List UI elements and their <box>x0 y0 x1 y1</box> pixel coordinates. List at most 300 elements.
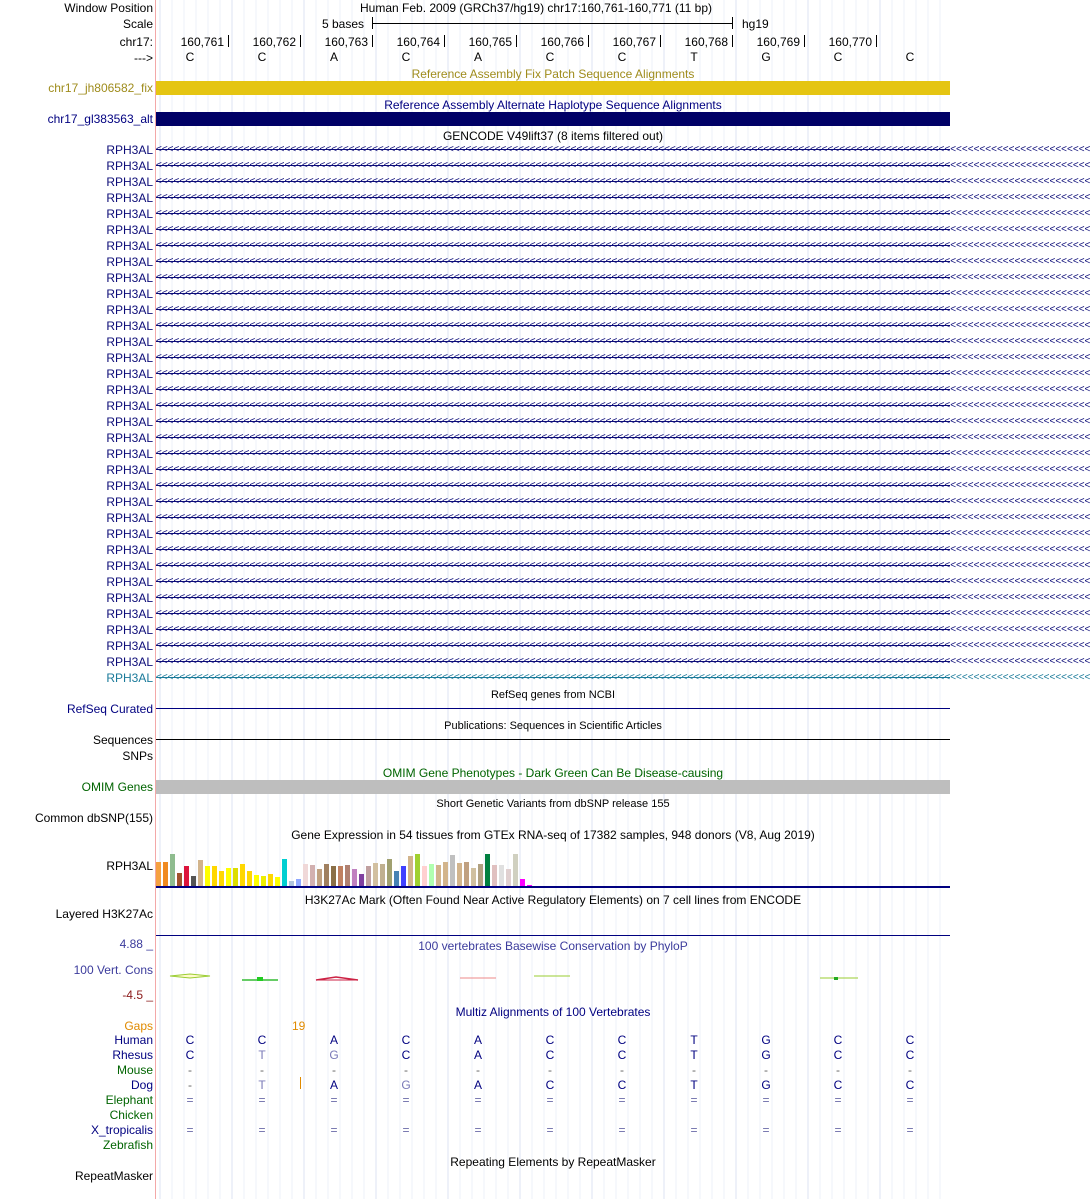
phylop-mark-2 <box>170 974 210 978</box>
reference-base: A <box>473 50 482 64</box>
fix-patch-label[interactable]: chr17_jh806582_fix <box>48 81 153 95</box>
gencode-gene-label[interactable]: RPH3AL <box>106 495 153 509</box>
ruler-position-label: 160,770 <box>828 35 872 49</box>
strand-direction-arrows: <<<<<<<<<<<<<<<<<<<<<<<<<<<<<<<<<<<<<<<<<<<<<<<<<<<<<<<<<<<<<<<<<<<<<<<<<<<<<<<<<<<<<<<<<<<<<<<<<<<<<<<<<<<<<<<<<<<<<<<<<<<<<<<<<<<<<<<<<<<<<<<<<<<<<<<<<<<<<<<< <box>156 272 1090 283</box>
alt-haplotype-label[interactable]: chr17_gl383563_alt <box>47 112 153 126</box>
ruler-position-label: 160,766 <box>540 35 584 49</box>
gtex-tissue-bar[interactable] <box>422 866 427 886</box>
gtex-tissue-bar[interactable] <box>450 855 455 886</box>
gencode-gene-label[interactable]: RPH3AL <box>106 655 153 669</box>
gencode-gene-label[interactable]: RPH3AL <box>106 559 153 573</box>
reference-base: T <box>690 50 698 64</box>
fix-patch-alignment-bar[interactable] <box>156 81 950 95</box>
gencode-gene-label[interactable]: RPH3AL <box>106 639 153 653</box>
strand-direction-arrows: <<<<<<<<<<<<<<<<<<<<<<<<<<<<<<<<<<<<<<<<<<<<<<<<<<<<<<<<<<<<<<<<<<<<<<<<<<<<<<<<<<<<<<<<<<<<<<<<<<<<<<<<<<<<<<<<<<<<<<<<<<<<<<<<<<<<<<<<<<<<<<<<<<<<<<<<<<<<<<<< <box>156 336 1090 347</box>
gtex-tissue-bar[interactable] <box>436 865 441 886</box>
gencode-gene-label[interactable]: RPH3AL <box>106 415 153 429</box>
strand-direction-arrows: <<<<<<<<<<<<<<<<<<<<<<<<<<<<<<<<<<<<<<<<<<<<<<<<<<<<<<<<<<<<<<<<<<<<<<<<<<<<<<<<<<<<<<<<<<<<<<<<<<<<<<<<<<<<<<<<<<<<<<<<<<<<<<<<<<<<<<<<<<<<<<<<<<<<<<<<<<<<<<<< <box>156 224 1090 235</box>
chrom-label: chr17: <box>119 35 153 49</box>
gencode-gene-model[interactable] <box>156 462 1090 478</box>
aligned-base: G <box>401 1078 411 1092</box>
aligned-base: = <box>186 1123 194 1137</box>
gtex-tissue-bar[interactable] <box>198 860 203 886</box>
strand-direction-arrows: <<<<<<<<<<<<<<<<<<<<<<<<<<<<<<<<<<<<<<<<<<<<<<<<<<<<<<<<<<<<<<<<<<<<<<<<<<<<<<<<<<<<<<<<<<<<<<<<<<<<<<<<<<<<<<<<<<<<<<<<<<<<<<<<<<<<<<<<<<<<<<<<<<<<<<<<<<<<<<<< <box>156 384 1090 395</box>
aligned-base: = <box>546 1123 554 1137</box>
refseq-title: RefSeq genes from NCBI <box>490 689 616 701</box>
gtex-tissue-bar[interactable] <box>520 879 525 886</box>
ruler-position-label: 160,764 <box>396 35 440 49</box>
strand-direction-arrows: <<<<<<<<<<<<<<<<<<<<<<<<<<<<<<<<<<<<<<<<<<<<<<<<<<<<<<<<<<<<<<<<<<<<<<<<<<<<<<<<<<<<<<<<<<<<<<<<<<<<<<<<<<<<<<<<<<<<<<<<<<<<<<<<<<<<<<<<<<<<<<<<<<<<<<<<<<<<<<<< <box>156 608 1090 619</box>
aligned-base: - <box>332 1063 336 1077</box>
aligned-base: C <box>617 1033 627 1047</box>
omim-phenotype-bar[interactable] <box>156 780 950 794</box>
ruler-tick <box>732 35 733 47</box>
dog-insertion-marker <box>300 1077 301 1089</box>
aligned-base: G <box>761 1033 771 1047</box>
gtex-tissue-bar[interactable] <box>163 862 168 886</box>
strand-direction-arrows: <<<<<<<<<<<<<<<<<<<<<<<<<<<<<<<<<<<<<<<<<<<<<<<<<<<<<<<<<<<<<<<<<<<<<<<<<<<<<<<<<<<<<<<<<<<<<<<<<<<<<<<<<<<<<<<<<<<<<<<<<<<<<<<<<<<<<<<<<<<<<<<<<<<<<<<<<<<<<<<< <box>156 240 1090 251</box>
aligned-base: = <box>762 1123 770 1137</box>
gencode-gene-model[interactable] <box>156 654 1090 670</box>
reference-base: A <box>329 50 338 64</box>
strand-direction-arrows: <<<<<<<<<<<<<<<<<<<<<<<<<<<<<<<<<<<<<<<<<<<<<<<<<<<<<<<<<<<<<<<<<<<<<<<<<<<<<<<<<<<<<<<<<<<<<<<<<<<<<<<<<<<<<<<<<<<<<<<<<<<<<<<<<<<<<<<<<<<<<<<<<<<<<<<<<<<<<<<< <box>156 480 1090 491</box>
strand-direction-arrows: <<<<<<<<<<<<<<<<<<<<<<<<<<<<<<<<<<<<<<<<<<<<<<<<<<<<<<<<<<<<<<<<<<<<<<<<<<<<<<<<<<<<<<<<<<<<<<<<<<<<<<<<<<<<<<<<<<<<<<<<<<<<<<<<<<<<<<<<<<<<<<<<<<<<<<<<<<<<<<<< <box>156 624 1090 635</box>
aligned-base: - <box>188 1078 192 1092</box>
ruler-tick <box>588 35 589 47</box>
gtex-tissue-bar[interactable] <box>471 868 476 886</box>
gencode-gene-label[interactable]: RPH3AL <box>106 447 153 461</box>
gtex-tissue-bar[interactable] <box>282 859 287 886</box>
aligned-base: T <box>690 1078 698 1092</box>
gtex-tissue-bar[interactable] <box>352 869 357 886</box>
aligned-base: - <box>620 1063 624 1077</box>
ruler-position-label: 160,767 <box>612 35 656 49</box>
gtex-tissue-bar[interactable] <box>401 866 406 886</box>
gencode-gene-label[interactable]: RPH3AL <box>106 239 153 253</box>
gtex-tissue-bar[interactable] <box>331 866 336 886</box>
aligned-base: A <box>329 1078 338 1092</box>
scale-bar-right-tick <box>732 17 733 29</box>
aligned-base: = <box>402 1123 410 1137</box>
gencode-gene-model[interactable] <box>156 222 1090 238</box>
db-label: hg19 <box>742 17 769 31</box>
aligned-base: C <box>545 1078 555 1092</box>
phylop-conservation-plot[interactable] <box>156 968 950 988</box>
aligned-base: A <box>473 1048 482 1062</box>
strand-label: ---> <box>134 51 153 65</box>
alt-haplotype-title: Reference Assembly Alternate Haplotype Sequence Alignments <box>384 98 722 112</box>
gencode-gene-label[interactable]: RPH3AL <box>106 351 153 365</box>
aligned-base: C <box>833 1033 843 1047</box>
aligned-base: - <box>836 1063 840 1077</box>
gencode-title: GENCODE V49lift37 (8 items filtered out) <box>442 129 664 143</box>
gencode-gene-label[interactable]: RPH3AL <box>106 543 153 557</box>
aligned-base: C <box>185 1033 195 1047</box>
aligned-base: = <box>618 1123 626 1137</box>
gencode-gene-model[interactable] <box>156 350 1090 366</box>
strand-direction-arrows: <<<<<<<<<<<<<<<<<<<<<<<<<<<<<<<<<<<<<<<<<<<<<<<<<<<<<<<<<<<<<<<<<<<<<<<<<<<<<<<<<<<<<<<<<<<<<<<<<<<<<<<<<<<<<<<<<<<<<<<<<<<<<<<<<<<<<<<<<<<<<<<<<<<<<<<<<<<<<<<< <box>156 320 1090 331</box>
strand-direction-arrows: <<<<<<<<<<<<<<<<<<<<<<<<<<<<<<<<<<<<<<<<<<<<<<<<<<<<<<<<<<<<<<<<<<<<<<<<<<<<<<<<<<<<<<<<<<<<<<<<<<<<<<<<<<<<<<<<<<<<<<<<<<<<<<<<<<<<<<<<<<<<<<<<<<<<<<<<<<<<<<<< <box>156 416 1090 427</box>
phylop-min-label: -4.5 _ <box>122 988 153 1002</box>
phylop-mark-4 <box>257 977 263 981</box>
snps-label[interactable]: SNPs <box>122 749 153 763</box>
fix-patch-title-text: Reference Assembly Fix Patch Sequence Alignments <box>411 67 695 81</box>
ruler-tick <box>300 35 301 47</box>
assembly-title: Human Feb. 2009 (GRCh37/hg19) chr17:160,761-160,771 (11 bp) <box>360 1 713 15</box>
gtex-tissue-bar[interactable] <box>317 869 322 886</box>
aligned-base: - <box>548 1063 552 1077</box>
aligned-base: - <box>404 1063 408 1077</box>
gencode-gene-model[interactable] <box>156 366 1090 382</box>
gencode-gene-label[interactable]: RPH3AL <box>106 607 153 621</box>
aligned-base: = <box>906 1093 914 1107</box>
aligned-base: T <box>258 1048 266 1062</box>
species-label[interactable]: Rhesus <box>112 1048 153 1062</box>
gencode-gene-label[interactable]: RPH3AL <box>106 287 153 301</box>
aligned-base: = <box>690 1093 698 1107</box>
strand-direction-arrows: <<<<<<<<<<<<<<<<<<<<<<<<<<<<<<<<<<<<<<<<<<<<<<<<<<<<<<<<<<<<<<<<<<<<<<<<<<<<<<<<<<<<<<<<<<<<<<<<<<<<<<<<<<<<<<<<<<<<<<<<<<<<<<<<<<<<<<<<<<<<<<<<<<<<<<<<<<<<<<<< <box>156 400 1090 411</box>
gencode-gene-model[interactable] <box>156 174 1090 190</box>
gtex-tissue-bar[interactable] <box>513 854 518 886</box>
aligned-base: = <box>474 1093 482 1107</box>
strand-direction-arrows: <<<<<<<<<<<<<<<<<<<<<<<<<<<<<<<<<<<<<<<<<<<<<<<<<<<<<<<<<<<<<<<<<<<<<<<<<<<<<<<<<<<<<<<<<<<<<<<<<<<<<<<<<<<<<<<<<<<<<<<<<<<<<<<<<<<<<<<<<<<<<<<<<<<<<<<<<<<<<<<< <box>156 304 1090 315</box>
gencode-gene-label[interactable]: RPH3AL <box>106 511 153 525</box>
ruler-tick <box>804 35 805 47</box>
gencode-gene-label[interactable]: RPH3AL <box>106 255 153 269</box>
ruler-position-label: 160,761 <box>180 35 224 49</box>
gencode-gene-model[interactable] <box>156 334 1090 350</box>
gencode-gene-label[interactable]: RPH3AL <box>106 335 153 349</box>
ruler-position-label: 160,762 <box>252 35 296 49</box>
aligned-base: - <box>188 1063 192 1077</box>
scale-label: Scale <box>122 17 153 31</box>
reference-base: C <box>185 50 195 64</box>
strand-direction-arrows: <<<<<<<<<<<<<<<<<<<<<<<<<<<<<<<<<<<<<<<<<<<<<<<<<<<<<<<<<<<<<<<<<<<<<<<<<<<<<<<<<<<<<<<<<<<<<<<<<<<<<<<<<<<<<<<<<<<<<<<<<<<<<<<<<<<<<<<<<<<<<<<<<<<<<<<<<<<<<<<< <box>156 672 1090 683</box>
gencode-gene-label[interactable]: RPH3AL <box>106 575 153 589</box>
gencode-gene-model[interactable] <box>156 590 1090 606</box>
gtex-label[interactable]: RPH3AL <box>106 859 153 873</box>
multiz-title: Multiz Alignments of 100 Vertebrates <box>455 1005 651 1019</box>
phylop-mark-10 <box>834 977 838 980</box>
reference-base: G <box>761 50 771 64</box>
gtex-tissue-bar[interactable] <box>296 879 301 886</box>
ruler-tick <box>444 35 445 47</box>
gtex-tissue-bar[interactable] <box>310 865 315 886</box>
gencode-gene-model[interactable] <box>156 254 1090 270</box>
aligned-base: = <box>330 1123 338 1137</box>
ruler-tick <box>228 35 229 47</box>
aligned-base: T <box>258 1078 266 1092</box>
gtex-tissue-bar[interactable] <box>156 862 161 886</box>
gencode-gene-model[interactable] <box>156 478 1090 494</box>
aligned-base: C <box>905 1078 915 1092</box>
publications-title: Publications: Sequences in Scientific Articles <box>444 720 662 732</box>
gtex-tissue-bar[interactable] <box>177 873 182 886</box>
aligned-base: = <box>546 1093 554 1107</box>
gencode-gene-label[interactable]: RPH3AL <box>106 223 153 237</box>
gencode-gene-label[interactable]: RPH3AL <box>106 271 153 285</box>
gencode-gene-model[interactable] <box>156 558 1090 574</box>
gencode-gene-model[interactable] <box>156 158 1090 174</box>
gtex-tissue-bar[interactable] <box>205 866 210 886</box>
gtex-tissue-bar[interactable] <box>233 868 238 886</box>
gencode-gene-model[interactable] <box>156 574 1090 590</box>
species-label[interactable]: Zebrafish <box>102 1138 153 1152</box>
strand-direction-arrows: <<<<<<<<<<<<<<<<<<<<<<<<<<<<<<<<<<<<<<<<<<<<<<<<<<<<<<<<<<<<<<<<<<<<<<<<<<<<<<<<<<<<<<<<<<<<<<<<<<<<<<<<<<<<<<<<<<<<<<<<<<<<<<<<<<<<<<<<<<<<<<<<<<<<<<<<<<<<<<<< <box>156 496 1090 507</box>
gaps-value: 19 <box>292 1019 306 1033</box>
aligned-base: G <box>761 1078 771 1092</box>
strand-direction-arrows: <<<<<<<<<<<<<<<<<<<<<<<<<<<<<<<<<<<<<<<<<<<<<<<<<<<<<<<<<<<<<<<<<<<<<<<<<<<<<<<<<<<<<<<<<<<<<<<<<<<<<<<<<<<<<<<<<<<<<<<<<<<<<<<<<<<<<<<<<<<<<<<<<<<<<<<<<<<<<<<< <box>156 352 1090 363</box>
gencode-gene-label[interactable]: RPH3AL <box>106 175 153 189</box>
aligned-base: C <box>833 1078 843 1092</box>
aligned-base: - <box>260 1063 264 1077</box>
aligned-base: = <box>258 1123 266 1137</box>
gencode-gene-label[interactable]: RPH3AL <box>106 303 153 317</box>
species-label[interactable]: Chicken <box>109 1108 153 1122</box>
reference-base: C <box>401 50 411 64</box>
gencode-gene-label[interactable]: RPH3AL <box>106 399 153 413</box>
gencode-gene-label[interactable]: RPH3AL <box>106 319 153 333</box>
gtex-tissue-bar[interactable] <box>387 859 392 886</box>
scale-bar <box>372 23 732 24</box>
ruler-tick <box>876 35 877 47</box>
strand-direction-arrows: <<<<<<<<<<<<<<<<<<<<<<<<<<<<<<<<<<<<<<<<<<<<<<<<<<<<<<<<<<<<<<<<<<<<<<<<<<<<<<<<<<<<<<<<<<<<<<<<<<<<<<<<<<<<<<<<<<<<<<<<<<<<<<<<<<<<<<<<<<<<<<<<<<<<<<<<<<<<<<<< <box>156 208 1090 219</box>
aligned-base: C <box>617 1048 627 1062</box>
strand-direction-arrows: <<<<<<<<<<<<<<<<<<<<<<<<<<<<<<<<<<<<<<<<<<<<<<<<<<<<<<<<<<<<<<<<<<<<<<<<<<<<<<<<<<<<<<<<<<<<<<<<<<<<<<<<<<<<<<<<<<<<<<<<<<<<<<<<<<<<<<<<<<<<<<<<<<<<<<<<<<<<<<<< <box>156 528 1090 539</box>
aligned-base: = <box>834 1123 842 1137</box>
gtex-tissue-bar[interactable] <box>429 864 434 886</box>
gtex-tissue-bar[interactable] <box>303 864 308 886</box>
gtex-tissue-bar[interactable] <box>373 863 378 886</box>
gtex-tissue-bar[interactable] <box>338 866 343 886</box>
aligned-base: C <box>905 1033 915 1047</box>
strand-direction-arrows: <<<<<<<<<<<<<<<<<<<<<<<<<<<<<<<<<<<<<<<<<<<<<<<<<<<<<<<<<<<<<<<<<<<<<<<<<<<<<<<<<<<<<<<<<<<<<<<<<<<<<<<<<<<<<<<<<<<<<<<<<<<<<<<<<<<<<<<<<<<<<<<<<<<<<<<<<<<<<<<< <box>156 448 1090 459</box>
aligned-base: A <box>473 1033 482 1047</box>
gencode-gene-label[interactable]: RPH3AL <box>106 207 153 221</box>
strand-direction-arrows: <<<<<<<<<<<<<<<<<<<<<<<<<<<<<<<<<<<<<<<<<<<<<<<<<<<<<<<<<<<<<<<<<<<<<<<<<<<<<<<<<<<<<<<<<<<<<<<<<<<<<<<<<<<<<<<<<<<<<<<<<<<<<<<<<<<<<<<<<<<<<<<<<<<<<<<<<<<<<<<< <box>156 464 1090 475</box>
strand-direction-arrows: <<<<<<<<<<<<<<<<<<<<<<<<<<<<<<<<<<<<<<<<<<<<<<<<<<<<<<<<<<<<<<<<<<<<<<<<<<<<<<<<<<<<<<<<<<<<<<<<<<<<<<<<<<<<<<<<<<<<<<<<<<<<<<<<<<<<<<<<<<<<<<<<<<<<<<<<<<<<<<<< <box>156 640 1090 651</box>
strand-direction-arrows: <<<<<<<<<<<<<<<<<<<<<<<<<<<<<<<<<<<<<<<<<<<<<<<<<<<<<<<<<<<<<<<<<<<<<<<<<<<<<<<<<<<<<<<<<<<<<<<<<<<<<<<<<<<<<<<<<<<<<<<<<<<<<<<<<<<<<<<<<<<<<<<<<<<<<<<<<<<<<<<< <box>156 560 1090 571</box>
gencode-gene-label[interactable]: RPH3AL <box>106 143 153 157</box>
gencode-gene-model[interactable] <box>156 430 1090 446</box>
ruler-tick <box>372 35 373 47</box>
strand-direction-arrows: <<<<<<<<<<<<<<<<<<<<<<<<<<<<<<<<<<<<<<<<<<<<<<<<<<<<<<<<<<<<<<<<<<<<<<<<<<<<<<<<<<<<<<<<<<<<<<<<<<<<<<<<<<<<<<<<<<<<<<<<<<<<<<<<<<<<<<<<<<<<<<<<<<<<<<<<<<<<<<<< <box>156 256 1090 267</box>
gencode-gene-label[interactable]: RPH3AL <box>106 159 153 173</box>
gtex-tissue-bar[interactable] <box>415 854 420 886</box>
gencode-gene-model[interactable] <box>156 670 1090 686</box>
gencode-gene-model[interactable] <box>156 606 1090 622</box>
aligned-base: - <box>476 1063 480 1077</box>
gtex-tissue-bar[interactable] <box>261 876 266 886</box>
window-position-label: Window Position <box>64 1 153 15</box>
aligned-base: = <box>186 1093 194 1107</box>
aligned-base: A <box>329 1033 338 1047</box>
reference-base: C <box>257 50 267 64</box>
gencode-gene-model[interactable] <box>156 190 1090 206</box>
dbsnp-label[interactable]: Common dbSNP(155) <box>34 811 153 825</box>
gencode-gene-model[interactable] <box>156 526 1090 542</box>
aligned-base: C <box>617 1078 627 1092</box>
gtex-tissue-bar[interactable] <box>380 864 385 886</box>
gtex-tissue-bar[interactable] <box>408 856 413 886</box>
repeatmasker-label[interactable]: RepeatMasker <box>74 1169 153 1183</box>
aligned-base: = <box>762 1093 770 1107</box>
species-label[interactable]: Mouse <box>116 1063 153 1077</box>
aligned-base: T <box>690 1048 698 1062</box>
gtex-tissue-bar[interactable] <box>268 874 273 886</box>
gtex-tissue-bar[interactable] <box>485 854 490 886</box>
gencode-gene-model[interactable] <box>156 206 1090 222</box>
refseq-label[interactable]: RefSeq Curated <box>66 702 153 716</box>
strand-direction-arrows: <<<<<<<<<<<<<<<<<<<<<<<<<<<<<<<<<<<<<<<<<<<<<<<<<<<<<<<<<<<<<<<<<<<<<<<<<<<<<<<<<<<<<<<<<<<<<<<<<<<<<<<<<<<<<<<<<<<<<<<<<<<<<<<<<<<<<<<<<<<<<<<<<<<<<<<<<<<<<<<< <box>156 192 1090 203</box>
gencode-gene-model[interactable] <box>156 238 1090 254</box>
ruler-position-label: 160,765 <box>468 35 512 49</box>
gencode-gene-label[interactable]: RPH3AL <box>106 671 153 685</box>
gencode-gene-label[interactable]: RPH3AL <box>106 431 153 445</box>
gtex-tissue-bar[interactable] <box>191 876 196 886</box>
species-label[interactable]: Human <box>114 1033 153 1047</box>
gaps-label[interactable]: Gaps <box>124 1019 153 1033</box>
gencode-gene-label[interactable]: RPH3AL <box>106 527 153 541</box>
gencode-gene-model[interactable] <box>156 446 1090 462</box>
aligned-base: C <box>905 1048 915 1062</box>
phylop-max-label: 4.88 _ <box>119 937 153 951</box>
gencode-gene-model[interactable] <box>156 398 1090 414</box>
gencode-gene-model[interactable] <box>156 270 1090 286</box>
gtex-tissue-bar[interactable] <box>478 864 483 886</box>
strand-direction-arrows: <<<<<<<<<<<<<<<<<<<<<<<<<<<<<<<<<<<<<<<<<<<<<<<<<<<<<<<<<<<<<<<<<<<<<<<<<<<<<<<<<<<<<<<<<<<<<<<<<<<<<<<<<<<<<<<<<<<<<<<<<<<<<<<<<<<<<<<<<<<<<<<<<<<<<<<<<<<<<<<< <box>156 432 1090 443</box>
gencode-gene-label[interactable]: RPH3AL <box>106 383 153 397</box>
gencode-gene-model[interactable] <box>156 622 1090 638</box>
gtex-tissue-bar[interactable] <box>219 871 224 886</box>
aligned-base: = <box>834 1093 842 1107</box>
gtex-tissue-bar[interactable] <box>324 864 329 886</box>
ruler-position-label: 160,768 <box>684 35 728 49</box>
strand-direction-arrows: <<<<<<<<<<<<<<<<<<<<<<<<<<<<<<<<<<<<<<<<<<<<<<<<<<<<<<<<<<<<<<<<<<<<<<<<<<<<<<<<<<<<<<<<<<<<<<<<<<<<<<<<<<<<<<<<<<<<<<<<<<<<<<<<<<<<<<<<<<<<<<<<<<<<<<<<<<<<<<<< <box>156 512 1090 523</box>
aligned-base: = <box>618 1093 626 1107</box>
gencode-gene-model[interactable] <box>156 638 1090 654</box>
aligned-base: = <box>402 1093 410 1107</box>
ruler-tick <box>516 35 517 47</box>
strand-direction-arrows: <<<<<<<<<<<<<<<<<<<<<<<<<<<<<<<<<<<<<<<<<<<<<<<<<<<<<<<<<<<<<<<<<<<<<<<<<<<<<<<<<<<<<<<<<<<<<<<<<<<<<<<<<<<<<<<<<<<<<<<<<<<<<<<<<<<<<<<<<<<<<<<<<<<<<<<<<<<<<<<< <box>156 160 1090 171</box>
aligned-base: T <box>690 1033 698 1047</box>
aligned-base: - <box>764 1063 768 1077</box>
aligned-base: C <box>833 1048 843 1062</box>
alt-haplotype-alignment-bar[interactable] <box>156 112 950 126</box>
gtex-tissue-bar[interactable] <box>394 871 399 886</box>
gtex-tissue-bar[interactable] <box>443 862 448 886</box>
gtex-tissue-bar[interactable] <box>506 869 511 886</box>
gtex-tissue-bar[interactable] <box>499 865 504 886</box>
reference-base: C <box>545 50 555 64</box>
gencode-gene-label[interactable]: RPH3AL <box>106 367 153 381</box>
gtex-expression-bars[interactable] <box>156 842 536 886</box>
aligned-base: G <box>329 1048 339 1062</box>
gencode-gene-model[interactable] <box>156 286 1090 302</box>
gencode-gene-model[interactable] <box>156 382 1090 398</box>
strand-direction-arrows: <<<<<<<<<<<<<<<<<<<<<<<<<<<<<<<<<<<<<<<<<<<<<<<<<<<<<<<<<<<<<<<<<<<<<<<<<<<<<<<<<<<<<<<<<<<<<<<<<<<<<<<<<<<<<<<<<<<<<<<<<<<<<<<<<<<<<<<<<<<<<<<<<<<<<<<<<<<<<<<< <box>156 592 1090 603</box>
gtex-tissue-bar[interactable] <box>212 866 217 886</box>
gtex-tissue-bar[interactable] <box>254 875 259 886</box>
aligned-base: C <box>185 1048 195 1062</box>
aligned-base: = <box>906 1123 914 1137</box>
gtex-tissue-bar[interactable] <box>366 866 371 886</box>
gencode-gene-label[interactable]: RPH3AL <box>106 623 153 637</box>
gencode-gene-model[interactable] <box>156 542 1090 558</box>
aligned-base: = <box>330 1093 338 1107</box>
aligned-base: = <box>474 1123 482 1137</box>
gencode-gene-label[interactable]: RPH3AL <box>106 191 153 205</box>
gtex-tissue-bar[interactable] <box>359 874 364 886</box>
gtex-tissue-bar[interactable] <box>247 871 252 886</box>
gencode-gene-model[interactable] <box>156 494 1090 510</box>
gencode-gene-label[interactable]: RPH3AL <box>106 591 153 605</box>
aligned-base: C <box>257 1033 267 1047</box>
publications-label[interactable]: Sequences <box>92 733 153 747</box>
gtex-tissue-bar[interactable] <box>275 877 280 886</box>
reference-base: C <box>905 50 915 64</box>
gencode-gene-label[interactable]: RPH3AL <box>106 479 153 493</box>
gtex-tissue-bar[interactable] <box>492 865 497 886</box>
h3k27ac-baseline <box>156 935 950 936</box>
gencode-gene-model[interactable] <box>156 510 1090 526</box>
gencode-gene-model[interactable] <box>156 302 1090 318</box>
aligned-base: = <box>690 1123 698 1137</box>
phylop-title: 100 vertebrates Basewise Conservation by PhyloP <box>418 939 688 953</box>
strand-direction-arrows: <<<<<<<<<<<<<<<<<<<<<<<<<<<<<<<<<<<<<<<<<<<<<<<<<<<<<<<<<<<<<<<<<<<<<<<<<<<<<<<<<<<<<<<<<<<<<<<<<<<<<<<<<<<<<<<<<<<<<<<<<<<<<<<<<<<<<<<<<<<<<<<<<<<<<<<<<<<<<<<< <box>156 176 1090 187</box>
phylop-label[interactable]: 100 Vert. Cons <box>73 963 153 977</box>
strand-direction-arrows: <<<<<<<<<<<<<<<<<<<<<<<<<<<<<<<<<<<<<<<<<<<<<<<<<<<<<<<<<<<<<<<<<<<<<<<<<<<<<<<<<<<<<<<<<<<<<<<<<<<<<<<<<<<<<<<<<<<<<<<<<<<<<<<<<<<<<<<<<<<<<<<<<<<<<<<<<<<<<<<< <box>156 576 1090 587</box>
dbsnp-title: Short Genetic Variants from dbSNP release 155 <box>436 798 670 810</box>
gtex-tissue-bar[interactable] <box>184 866 189 886</box>
scale-text: 5 bases <box>322 17 365 31</box>
reference-base: C <box>617 50 627 64</box>
gtex-tissue-bar[interactable] <box>464 862 469 886</box>
reference-base: C <box>833 50 843 64</box>
refseq-gene-line[interactable] <box>156 708 950 709</box>
species-label[interactable]: X_tropicalis <box>90 1123 153 1137</box>
gencode-gene-model[interactable] <box>156 142 1090 158</box>
gencode-gene-label[interactable]: RPH3AL <box>106 463 153 477</box>
gencode-gene-model[interactable] <box>156 318 1090 334</box>
gtex-tissue-bar[interactable] <box>170 854 175 886</box>
gtex-title: Gene Expression in 54 tissues from GTEx RNA-seq of 17382 samples, 948 donors (V8, Aug 2019) <box>291 828 815 842</box>
aligned-base: G <box>761 1048 771 1062</box>
species-label[interactable]: Dog <box>130 1078 153 1092</box>
h3k27ac-label[interactable]: Layered H3K27Ac <box>55 907 153 921</box>
publications-line[interactable] <box>156 739 950 740</box>
gencode-gene-model[interactable] <box>156 414 1090 430</box>
species-label[interactable]: Elephant <box>105 1093 153 1107</box>
strand-direction-arrows: <<<<<<<<<<<<<<<<<<<<<<<<<<<<<<<<<<<<<<<<<<<<<<<<<<<<<<<<<<<<<<<<<<<<<<<<<<<<<<<<<<<<<<<<<<<<<<<<<<<<<<<<<<<<<<<<<<<<<<<<<<<<<<<<<<<<<<<<<<<<<<<<<<<<<<<<<<<<<<<< <box>156 144 1090 155</box>
aligned-base: C <box>401 1048 411 1062</box>
gtex-tissue-bar[interactable] <box>345 865 350 886</box>
gtex-tissue-bar[interactable] <box>226 868 231 886</box>
strand-direction-arrows: <<<<<<<<<<<<<<<<<<<<<<<<<<<<<<<<<<<<<<<<<<<<<<<<<<<<<<<<<<<<<<<<<<<<<<<<<<<<<<<<<<<<<<<<<<<<<<<<<<<<<<<<<<<<<<<<<<<<<<<<<<<<<<<<<<<<<<<<<<<<<<<<<<<<<<<<<<<<<<<< <box>156 656 1090 667</box>
ruler-tick <box>660 35 661 47</box>
h3k27ac-title: H3K27Ac Mark (Often Found Near Active Regulatory Elements) on 7 cell lines from ENCODE <box>304 893 802 907</box>
omim-label[interactable]: OMIM Genes <box>81 780 153 794</box>
fix-patch-title <box>156 66 950 82</box>
ruler-position-label: 160,769 <box>756 35 800 49</box>
gtex-tissue-bar[interactable] <box>457 863 462 886</box>
strand-direction-arrows: <<<<<<<<<<<<<<<<<<<<<<<<<<<<<<<<<<<<<<<<<<<<<<<<<<<<<<<<<<<<<<<<<<<<<<<<<<<<<<<<<<<<<<<<<<<<<<<<<<<<<<<<<<<<<<<<<<<<<<<<<<<<<<<<<<<<<<<<<<<<<<<<<<<<<<<<<<<<<<<< <box>156 288 1090 299</box>
gtex-tissue-bar[interactable] <box>240 864 245 886</box>
strand-direction-arrows: <<<<<<<<<<<<<<<<<<<<<<<<<<<<<<<<<<<<<<<<<<<<<<<<<<<<<<<<<<<<<<<<<<<<<<<<<<<<<<<<<<<<<<<<<<<<<<<<<<<<<<<<<<<<<<<<<<<<<<<<<<<<<<<<<<<<<<<<<<<<<<<<<<<<<<<<<<<<<<<< <box>156 544 1090 555</box>
repeatmasker-title: Repeating Elements by RepeatMasker <box>450 1155 656 1169</box>
ruler-position-label: 160,763 <box>324 35 368 49</box>
aligned-base: - <box>692 1063 696 1077</box>
